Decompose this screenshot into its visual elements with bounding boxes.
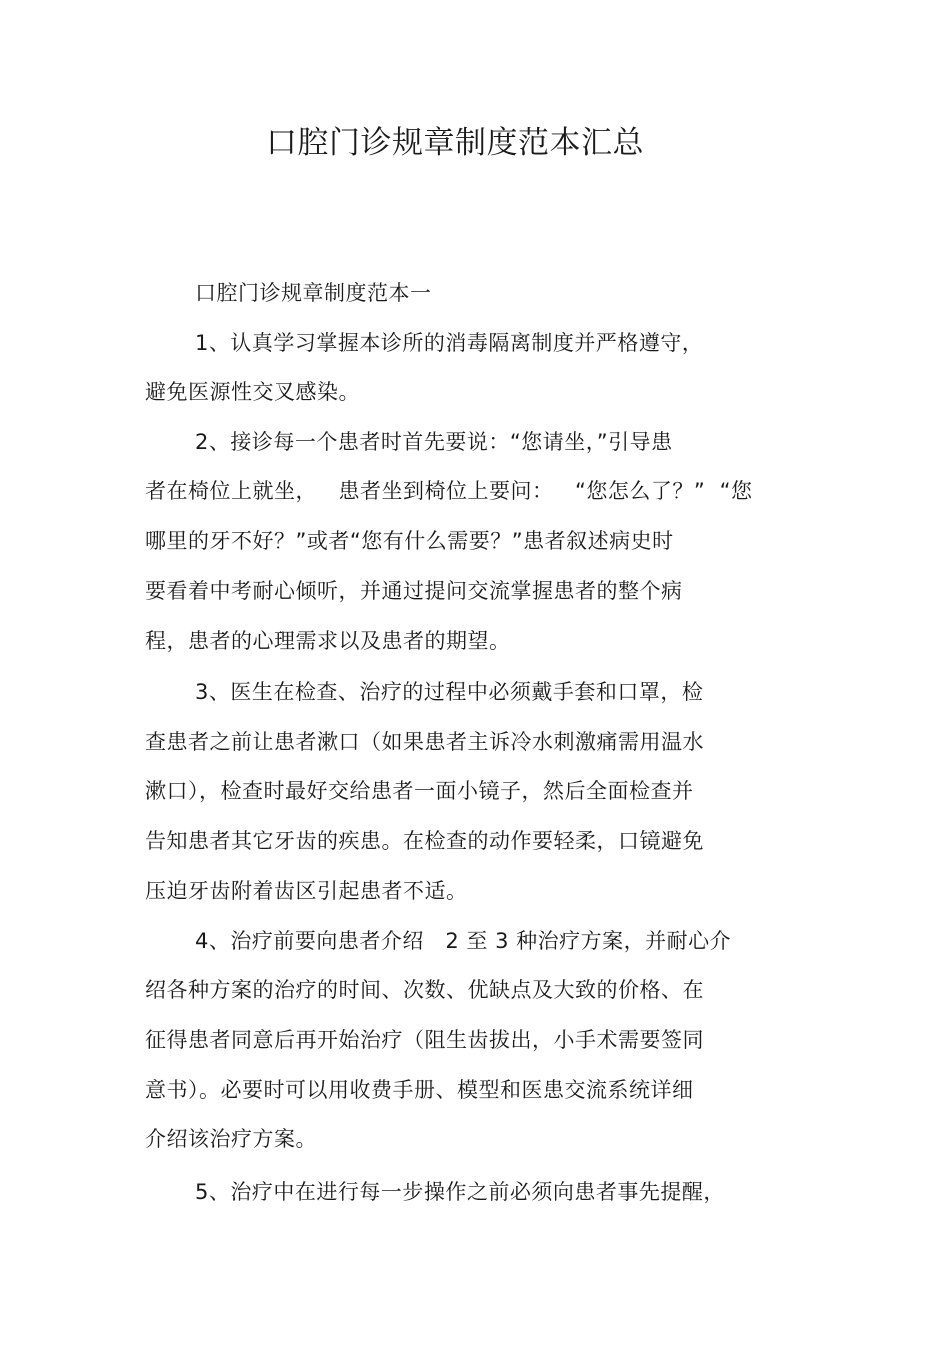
paragraph-line: 3、医生在检查、治疗的过程中必须戴手套和口罩，检 xyxy=(195,680,704,704)
paragraph-line: 1、认真学习掌握本诊所的消毒隔离制度并严格遵守， xyxy=(195,331,704,355)
paragraph-line: 查患者之前让患者漱口（如果患者主诉冷水刺激痛需用温水 xyxy=(145,730,704,754)
paragraph-line: 4、治疗前要向患者介绍 2 至 3 种治疗方案，并耐心介 xyxy=(195,929,732,953)
section-heading: 口腔门诊规章制度范本一 xyxy=(195,281,432,305)
paragraph-line: 压迫牙齿附着齿区引起患者不适。 xyxy=(145,879,468,903)
paragraph-line: 绍各种方案的治疗的时间、次数、优缺点及大致的价格、在 xyxy=(145,978,704,1002)
paragraph-line: 2、接诊每一个患者时首先要说：“您请坐，”引导患 xyxy=(195,430,673,454)
paragraph-line: 要看着中考耐心倾听，并通过提问交流掌握患者的整个病 xyxy=(145,579,683,603)
paragraph-line: 意书）。必要时可以用收费手册、模型和医患交流系统详细 xyxy=(145,1078,694,1102)
paragraph-line: 哪里的牙不好？”或者“您有什么需要？”患者叙述病史时 xyxy=(145,529,674,553)
paragraph-line: 介绍该治疗方案。 xyxy=(145,1127,317,1151)
paragraph-line: 者在椅位上就坐， 患者坐到椅位上要问： “您怎么了？” “您 xyxy=(145,479,753,503)
document-title: 口腔门诊规章制度范本汇总 xyxy=(266,125,644,161)
paragraph-line: 漱口），检查时最好交给患者一面小镜子，然后全面检查并 xyxy=(145,779,694,803)
paragraph-line: 5、治疗中在进行每一步操作之前必须向患者事先提醒， xyxy=(195,1180,725,1204)
paragraph-line: 程，患者的心理需求以及患者的期望。 xyxy=(145,629,511,653)
paragraph-line: 征得患者同意后再开始治疗（阻生齿拔出，小手术需要签同 xyxy=(145,1028,704,1052)
paragraph-line: 避免医源性交叉感染。 xyxy=(145,380,360,404)
paragraph-line: 告知患者其它牙齿的疾患。在检查的动作要轻柔，口镜避免 xyxy=(145,829,704,853)
